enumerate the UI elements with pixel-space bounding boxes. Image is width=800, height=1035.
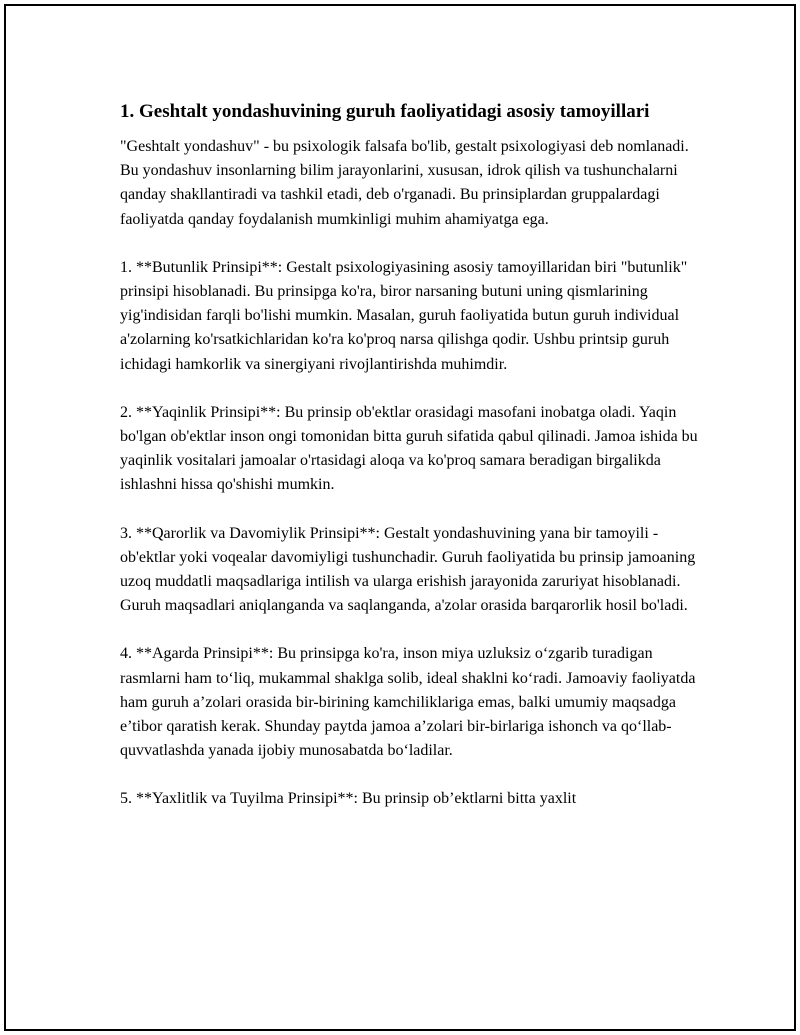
document-title: 1. Geshtalt yondashuvining guruh faoliyatidagi asosiy tamoyillari bbox=[120, 101, 650, 122]
paragraph-yaqinlik-prinsipi: 2. **Yaqinlik Prinsipi**: Bu prinsip ob'ektlar orasidagi masofani inobatga oladi. Yaqin bo'lgan ob'ektlar inson ongi tomonidan bitta guruh sifatida qabul qilinadi. Jamoa ishida bu yaqinlik vositalari jamoalar o'rtasidagi aloqa va ko'proq samara beradigan birgalikda ishlashni hissa qo'shishi mumkin. bbox=[120, 403, 698, 494]
paragraph-yaxlitlik-tuyilma-prinsipi: 5. **Yaxlitlik va Tuyilma Prinsipi**: Bu prinsip ob’ektlarni bitta yaxlit bbox=[120, 790, 577, 808]
intro-paragraph: "Geshtalt yondashuv" - bu psixologik falsafa bo'lib, gestalt psixologiyasi deb nomlanadi. Bu yondashuv insonlarning bilim jarayonlarini, xususan, idrok qilish va tushunchalarni qanday shakllantiradi va tashkil etadi, deb o'rganadi. Bu prinsiplardan gruppalardagi faoliyatda qanday foydalanish mumkinligi muhim ahamiyatga ega. bbox=[120, 138, 689, 228]
paragraph-agarda-prinsipi: 4. **Agarda Prinsipi**: Bu prinsipga ko'ra, inson miya uzluksiz o‘zgarib turadigan rasmlarni ham to‘liq, mukammal shaklga solib, ideal shaklni ko‘radi. Jamoaviy faoliyatda ham guruh a’zolari orasida bir-birining kamchiliklariga emas, balki umumiy maqsadga e’tibor qaratish kerak. Shunday paytda jamoa a’zolari bir-birlariga ishonch va qo‘llab-quvvatlashda yanada ijobiy munosabatda bo‘ladilar. bbox=[120, 645, 696, 760]
paragraph-qarorlik-davomiylik-prinsipi: 3. **Qarorlik va Davomiylik Prinsipi**: Gestalt yondashuvining yana bir tamoyili - ob'ektlar yoki voqealar davomiyligi tushunchadir. Guruh faoliyatida bu prinsip jamoaning uzoq muddatli maqsadlariga intilish va ularga erishish jarayonida zaruriyat hisoblanadi. Guruh maqsadlari aniqlanganda va saqlanganda, a'zolar orasida barqarorlik hosil bo'ladi. bbox=[120, 524, 696, 615]
paragraph-butunlik-prinsipi: 1. **Butunlik Prinsipi**: Gestalt psixologiyasining asosiy tamoyillaridan biri "butunlik" prinsipi hisoblanadi. Bu prinsipga ko'ra, biror narsaning butuni uning qismlarining yig'indisidan farqli bo'lishi mumkin. Masalan, guruh faoliyatida butun guruh individual a'zolarning ko'rsatkichlaridan ko'ra ko'proq narsa qilishga qodir. Ushbu printsip guruh ichidagi hamkorlik va sinergiyani rivojlantirishda muhimdir. bbox=[120, 258, 688, 373]
document-body bbox=[120, 99, 700, 836]
page-frame bbox=[4, 4, 796, 1031]
